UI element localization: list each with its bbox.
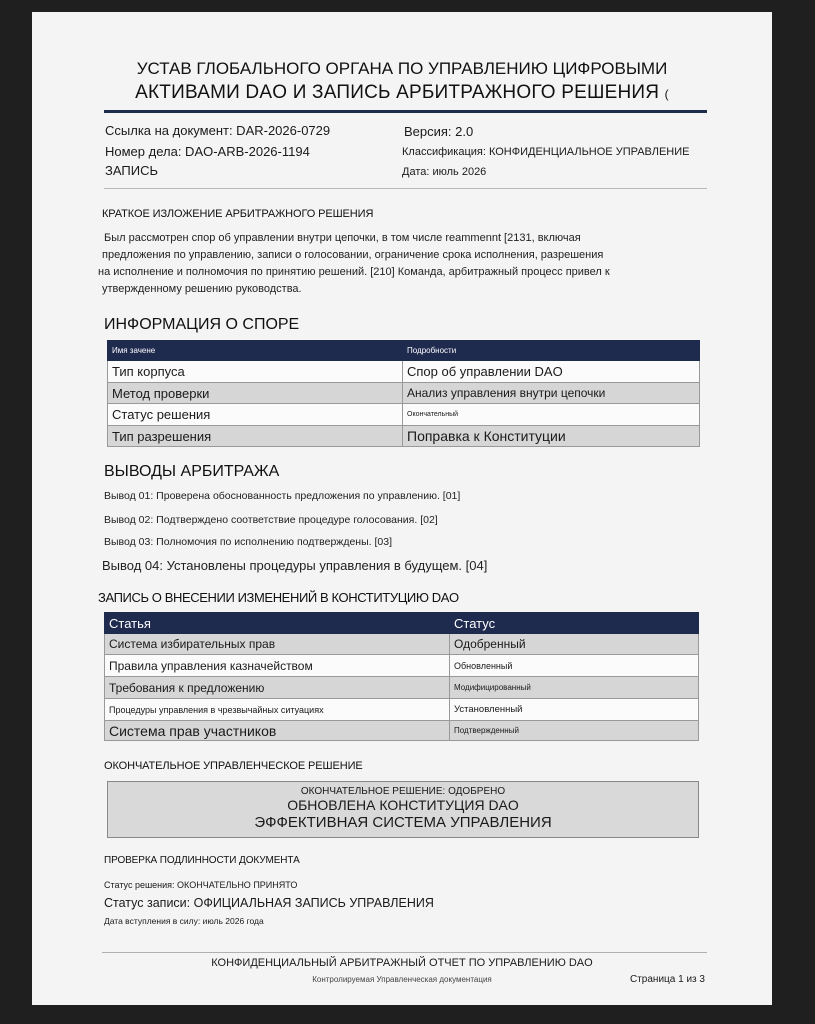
column-header-details: Подробности [403,341,700,361]
document-page [32,12,772,1005]
page-number: Страница 1 из 3 [630,974,705,985]
article-cell: Процедуры управления в чрезвычайных ситуациях [105,699,450,721]
version: Версия: 2.0 [404,124,474,139]
summary-line: утвержденному решению руководства. [102,283,302,295]
dispute-table-header [108,341,700,361]
article-cell: Правила управления казначейством [105,655,450,677]
decision-line: ОКОНЧАТЕЛЬНОЕ РЕШЕНИЕ: ОДОБРЕНО [300,786,506,797]
finding-item: Вывод 03: Полномочия по исполнению подтверждены. [03] [104,536,392,548]
table-row [105,721,699,741]
summary-line: предложения по управлению, записи о голосовании, ограничение срока исполнения, разрешения [102,249,604,261]
document-date: Дата: июль 2026 [402,166,487,178]
row-value: Спор об управлении DAO [403,361,700,383]
authenticity-heading: ПРОВЕРКА ПОДЛИННОСТИ ДОКУМЕНТА [104,855,300,866]
status-cell: Модифицированный [450,677,699,699]
document-title-line2: АКТИВАМИ DAO И ЗАПИСЬ АРБИТРАЖНОГО РЕШЕНИЯ ( [135,82,669,103]
summary-line: Был рассмотрен спор об управлении внутри цепочки, в том числе reammennt [2131, включая [104,232,581,244]
footer-subtitle: Контролируемая Управленческая документация [312,975,492,984]
table-row [105,677,699,699]
finding-item: Вывод 02: Подтверждено соответствие процедуре голосования. [02] [104,514,438,526]
dispute-heading: ИНФОРМАЦИЯ О СПОРЕ [104,316,300,333]
row-value: Поправка к Конституции [403,426,700,447]
footer-rule [102,952,707,953]
title-rule [104,110,707,113]
row-label: Метод проверки [108,383,403,404]
doc-reference: Ссылка на документ: DAR-2026-0729 [105,123,331,138]
row-value: Окончательный [403,404,700,426]
table-row [108,404,700,426]
amendments-table [104,612,699,741]
case-number: Номер дела: DAO-ARB-2026-1194 [105,144,310,159]
finding-item: Вывод 01: Проверена обоснованность предложения по управлению. [01] [104,490,461,502]
final-decision-heading: ОКОНЧАТЕЛЬНОЕ УПРАВЛЕНЧЕСКОЕ РЕШЕНИЕ [104,760,363,772]
effective-date: Дата вступления в силу: июль 2026 года [104,916,264,926]
table-row [108,383,700,404]
summary-paragraph [98,230,702,298]
column-header-name: Имя зачене [108,341,403,361]
final-decision-box [107,781,699,838]
row-label: Тип корпуса [108,361,403,383]
table-row [105,655,699,677]
summary-line: на исполнение и полномочия по принятию решений. [210] Команда, арбитражный процесс привел к [98,266,610,278]
status-cell: Одобренный [450,634,699,655]
footer-title: КОНФИДЕНЦИАЛЬНЫЙ АРБИТРАЖНЫЙ ОТЧЕТ ПО УПРАВЛЕНИЮ DAO [211,957,593,969]
dispute-table [107,340,700,447]
row-label: Статус решения [108,404,403,426]
status-cell: Обновленный [450,655,699,677]
decision-status: Статус решения: ОКОНЧАТЕЛЬНО ПРИНЯТО [104,880,298,890]
meta-divider [104,188,707,189]
row-label: Тип разрешения [108,426,403,447]
table-row [108,426,700,447]
record-status: Статус записи: ОФИЦИАЛЬНАЯ ЗАПИСЬ УПРАВЛЕНИЯ [104,896,434,910]
classification: Классификация: КОНФИДЕНЦИАЛЬНОЕ УПРАВЛЕНИЕ [402,146,690,158]
status-cell: Подтвержденный [450,721,699,741]
article-cell: Система прав участников [105,721,450,741]
column-header-article: Статья [105,613,450,634]
status-cell: Установленный [450,699,699,721]
document-title-line1: УСТАВ ГЛОБАЛЬНОГО ОРГАНА ПО УПРАВЛЕНИЮ ЦИФРОВЫМИ [136,59,668,78]
column-header-status: Статус [450,613,699,634]
amendments-table-header [105,613,699,634]
summary-heading: КРАТКОЕ ИЗЛОЖЕНИЕ АРБИТРАЖНОГО РЕШЕНИЯ [102,208,374,220]
table-row [105,634,699,655]
finding-item: Вывод 04: Установлены процедуры управления в будущем. [04] [102,558,488,573]
article-cell: Система избирательных прав [105,634,450,655]
article-cell: Требования к предложению [105,677,450,699]
findings-heading: ВЫВОДЫ АРБИТРАЖА [104,463,280,480]
table-row [105,699,699,721]
amendments-heading: ЗАПИСЬ О ВНЕСЕНИИ ИЗМЕНЕНИЙ В КОНСТИТУЦИЮ DAO [98,590,459,605]
table-row [108,361,700,383]
record-label: ЗАПИСЬ [105,163,158,178]
row-value: Анализ управления внутри цепочки [403,383,700,404]
decision-line: ОБНОВЛЕНА КОНСТИТУЦИЯ DAO [287,797,519,813]
decision-line: ЭФФЕКТИВНАЯ СИСТЕМА УПРАВЛЕНИЯ [254,814,552,831]
